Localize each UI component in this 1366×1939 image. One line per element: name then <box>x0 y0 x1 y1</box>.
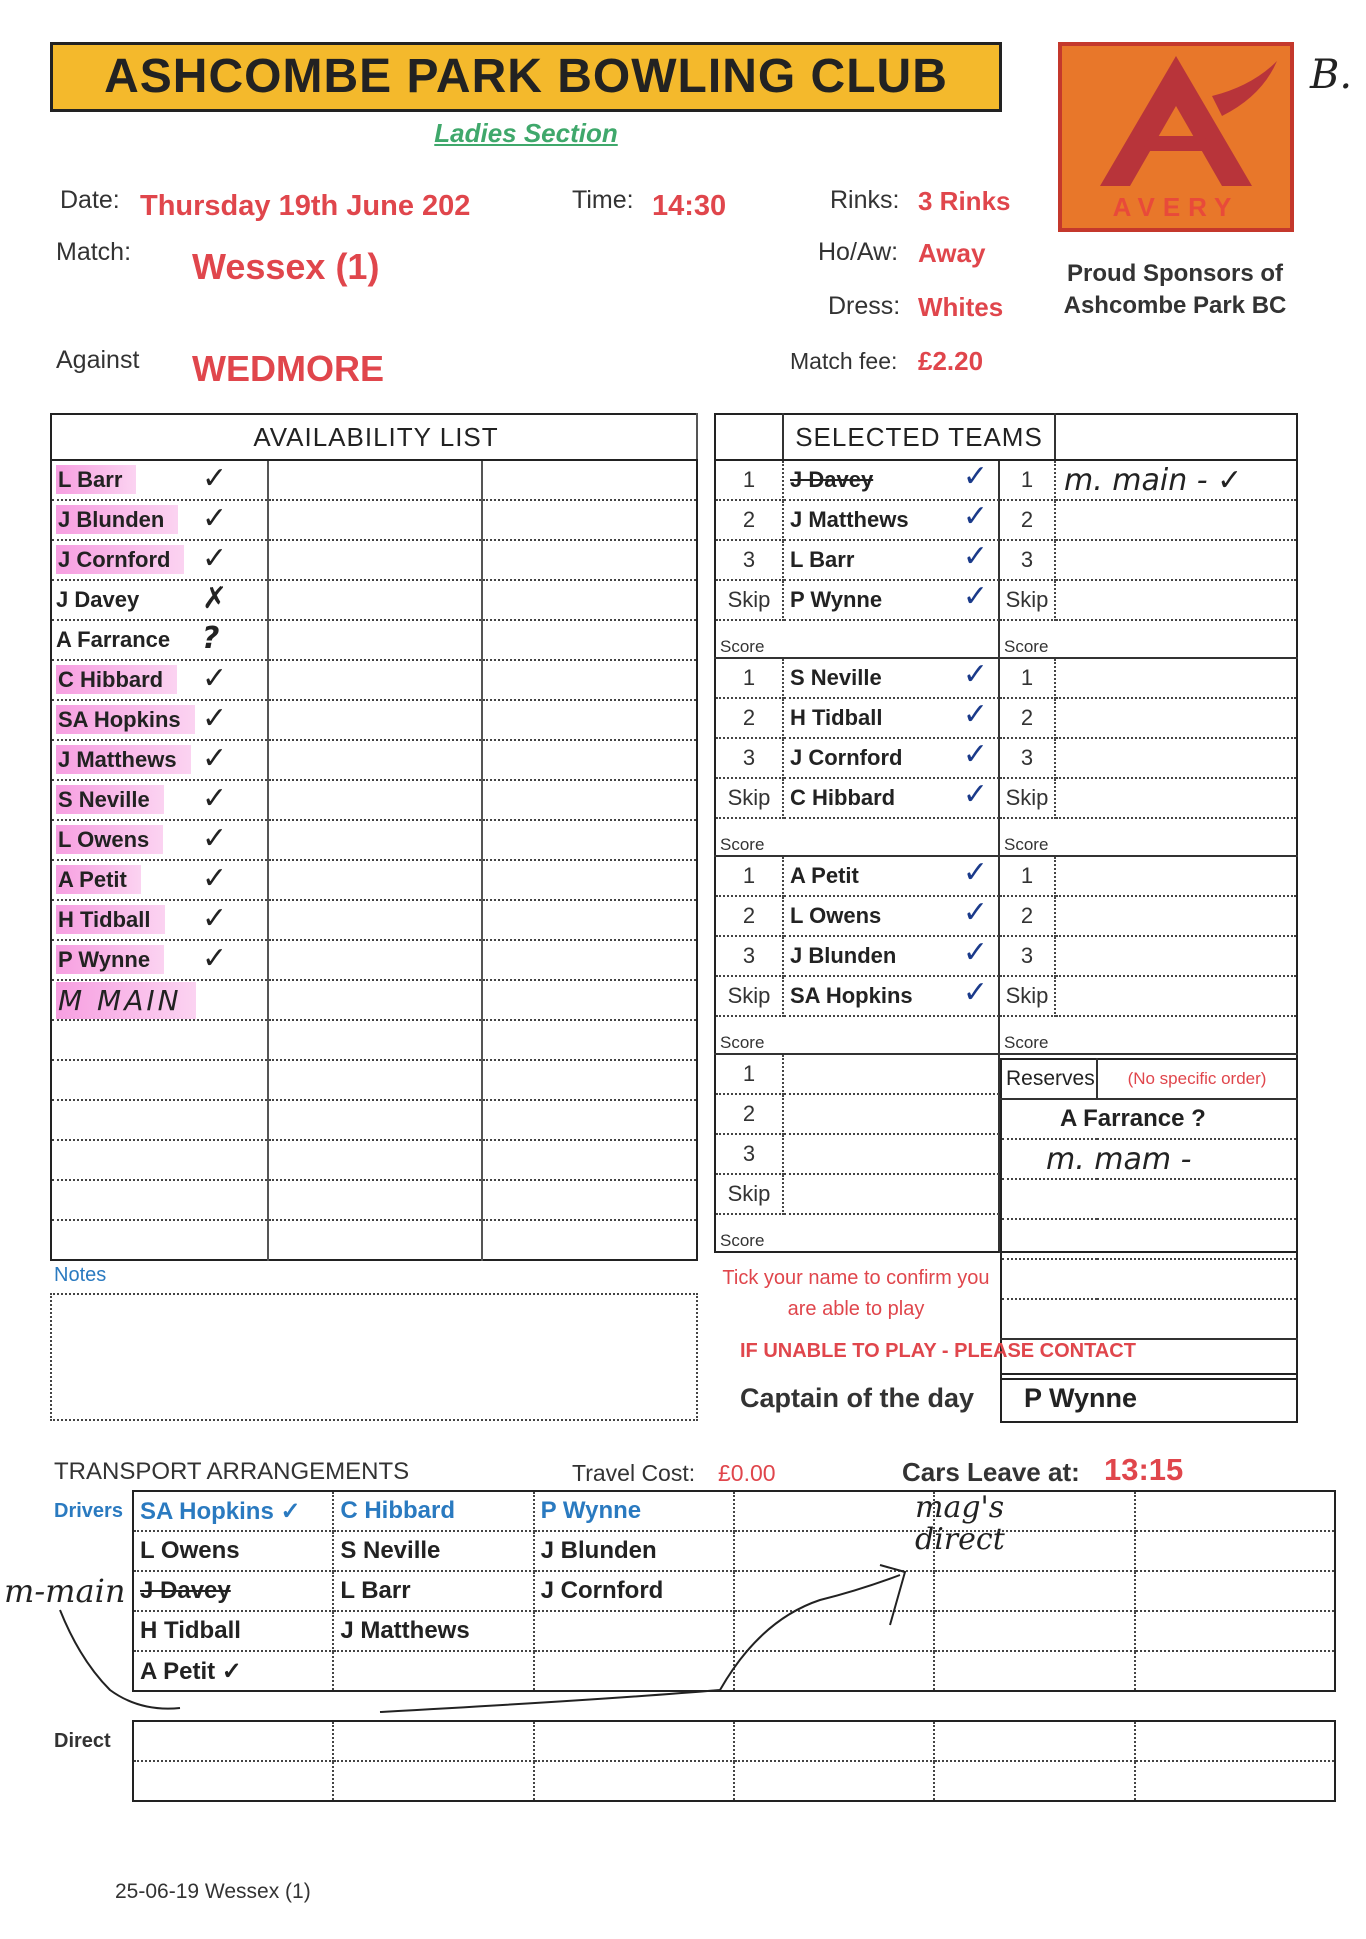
drivers-label: Drivers <box>54 1500 123 1522</box>
availability-player-name: SA Hopkins <box>56 705 195 734</box>
time-label: Time: <box>572 186 634 214</box>
team-player-name: A Petit <box>790 863 859 888</box>
tick-icon[interactable]: ✓ <box>962 777 988 812</box>
position-label: Skip <box>999 778 1055 818</box>
captain-name: P Wynne <box>1000 1373 1298 1423</box>
tick-icon[interactable]: ✓ <box>962 539 988 574</box>
tick-icon[interactable]: ✓ <box>962 697 988 732</box>
position-label: Skip <box>715 778 783 818</box>
transport-cell: J Cornford <box>534 1571 734 1611</box>
fee-value: £2.20 <box>918 346 984 376</box>
availability-tick-icon[interactable]: ✓ <box>202 461 228 496</box>
section-subtitle: Ladies Section <box>434 118 618 148</box>
position-label: 2 <box>999 698 1055 738</box>
sponsor-text: Proud Sponsors of Ashcombe Park BC <box>1063 260 1287 319</box>
direct-label: Direct <box>54 1730 111 1752</box>
position-label: 2 <box>715 1094 783 1134</box>
date-label: Date: <box>60 186 120 214</box>
dress-label: Dress: <box>828 292 901 320</box>
transport-label: TRANSPORT ARRANGEMENTS <box>54 1458 410 1485</box>
tick-icon[interactable]: ✓ <box>962 975 988 1010</box>
availability-player-name: J Cornford <box>56 545 184 574</box>
position-label: 2 <box>715 896 783 936</box>
tick-icon[interactable]: ✓ <box>962 935 988 970</box>
time-value: 14:30 <box>652 190 727 222</box>
availability-player-name: J Davey <box>56 587 140 612</box>
transport-cell: H Tidball <box>133 1611 333 1651</box>
tick-instruction: Tick your name to confirm you are able to play <box>722 1267 990 1320</box>
position-label: 1 <box>715 658 783 698</box>
footer-reference: 25-06-19 Wessex (1) <box>115 1880 311 1903</box>
travel-cost-value: £0.00 <box>718 1460 776 1486</box>
tick-icon[interactable]: ✓ <box>962 459 988 494</box>
availability-tick-icon[interactable]: ✓ <box>202 941 228 976</box>
score-label: Score <box>999 818 1297 856</box>
availability-heading: AVAILABILITY LIST <box>51 414 697 460</box>
tick-icon[interactable]: ✓ <box>962 657 988 692</box>
position-label: 1 <box>999 856 1055 896</box>
reserve-1: A Farrance ? <box>1001 1099 1297 1139</box>
availability-tick-icon[interactable]: ✓ <box>202 781 228 816</box>
team-player-name: L Owens <box>790 903 882 928</box>
unable-to-play-note: IF UNABLE TO PLAY - PLEASE CONTACT <box>740 1340 1136 1362</box>
position-label: Skip <box>715 1174 783 1214</box>
tick-icon[interactable]: ✓ <box>962 737 988 772</box>
availability-player-name: A Petit <box>56 865 141 894</box>
availability-tick-icon[interactable]: ✓ <box>202 821 228 856</box>
hoaw-label: Ho/Aw: <box>818 238 899 266</box>
team-player-name: J Cornford <box>790 745 903 770</box>
availability-player-name: J Matthews <box>56 745 191 774</box>
position-label: 1 <box>715 856 783 896</box>
availability-tick-icon[interactable]: ✗ <box>202 581 228 616</box>
team-player-name: C Hibbard <box>790 785 896 810</box>
position-label: 3 <box>999 540 1055 580</box>
position-label: 3 <box>715 738 783 778</box>
transport-cell: P Wynne <box>534 1491 734 1531</box>
against-value: WEDMORE <box>192 348 384 389</box>
team-player-name: J Matthews <box>790 507 909 532</box>
availability-player-name: M MAIN <box>56 982 196 1019</box>
captain-label: Captain of the day <box>740 1383 975 1413</box>
team-player-name: J Davey <box>790 467 874 492</box>
tick-icon[interactable]: ✓ <box>962 499 988 534</box>
score-label: Score <box>715 620 999 658</box>
position-label: 3 <box>999 936 1055 976</box>
position-label: 1 <box>715 460 783 500</box>
transport-cell: SA Hopkins ✓ <box>133 1491 333 1531</box>
dress-value: Whites <box>918 292 1004 322</box>
transport-cell: C Hibbard <box>333 1491 533 1531</box>
position-label: 3 <box>715 1134 783 1174</box>
team-player-name: P Wynne <box>790 587 883 612</box>
position-label: 3 <box>715 540 783 580</box>
score-label: Score <box>715 818 999 856</box>
position-label: 2 <box>715 500 783 540</box>
rinks-label: Rinks: <box>830 186 900 214</box>
score-label: Score <box>715 1214 999 1252</box>
position-label: Skip <box>999 976 1055 1016</box>
position-label: 3 <box>715 936 783 976</box>
handwritten-main-note: m-main <box>4 1572 126 1610</box>
team-player-name: H Tidball <box>790 705 883 730</box>
position-label: 2 <box>999 500 1055 540</box>
match-label: Match: <box>56 238 132 266</box>
position-label: 1 <box>715 1054 783 1094</box>
match-value: Wessex (1) <box>192 246 380 287</box>
availability-player-name: H Tidball <box>56 905 165 934</box>
team-player-name: S Neville <box>790 665 882 690</box>
availability-tick-icon[interactable]: ✓ <box>202 701 228 736</box>
availability-player-name: P Wynne <box>56 945 164 974</box>
transport-cell: J Matthews <box>333 1611 533 1651</box>
availability-tick-icon[interactable]: ✓ <box>202 741 228 776</box>
team-player-name: SA Hopkins <box>790 983 913 1008</box>
availability-player-name: A Farrance <box>56 627 171 652</box>
travel-cost-label: Travel Cost: <box>572 1460 696 1486</box>
tick-icon[interactable]: ✓ <box>962 855 988 890</box>
hoaw-value: Away <box>918 238 986 268</box>
transport-cell: L Barr <box>333 1571 533 1611</box>
availability-tick-icon[interactable]: ✓ <box>202 901 228 936</box>
availability-player-name: C Hibbard <box>56 665 177 694</box>
position-label: 1 <box>999 658 1055 698</box>
transport-cell: S Neville <box>333 1531 533 1571</box>
rinks-value: 3 Rinks <box>918 186 1011 216</box>
position-label: Skip <box>999 580 1055 620</box>
score-label: Score <box>999 1016 1297 1054</box>
position-label: Skip <box>715 580 783 620</box>
tick-icon[interactable]: ✓ <box>962 579 988 614</box>
handwritten-player-name: m. main - ✓ <box>1064 462 1243 498</box>
availability-tick-icon[interactable]: ? <box>202 621 220 656</box>
notes-label: Notes <box>54 1264 107 1286</box>
score-label: Score <box>999 620 1297 658</box>
transport-cell: J Blunden <box>534 1531 734 1571</box>
position-label: 2 <box>999 896 1055 936</box>
reserve-2: m. mam - <box>1001 1139 1297 1179</box>
availability-player-name: L Barr <box>56 465 136 494</box>
availability-tick-icon[interactable]: ✓ <box>202 661 228 696</box>
reserves-note: (No specific order) <box>1097 1059 1297 1099</box>
cars-leave-time: 13:15 <box>1104 1452 1184 1487</box>
direct-table <box>132 1720 1336 1802</box>
availability-tick-icon[interactable]: ✓ <box>202 541 228 576</box>
transport-cell: A Petit ✓ <box>133 1651 333 1691</box>
position-label: 2 <box>715 698 783 738</box>
availability-tick-icon[interactable]: ✓ <box>202 501 228 536</box>
position-label: 1 <box>999 460 1055 500</box>
availability-player-name: L Owens <box>56 825 163 854</box>
club-title: ASHCOMBE PARK BOWLING CLUB <box>104 50 948 103</box>
corner-mark: B. <box>1310 52 1353 98</box>
against-label: Against <box>56 346 140 374</box>
availability-tick-icon[interactable]: ✓ <box>202 861 228 896</box>
team-player-name: L Barr <box>790 547 855 572</box>
position-label: 3 <box>999 738 1055 778</box>
tick-icon[interactable]: ✓ <box>962 895 988 930</box>
transport-cell: J Davey <box>133 1571 333 1611</box>
logo-word: AVERY <box>1112 192 1240 222</box>
date-value: Thursday 19th June 202 <box>140 190 471 222</box>
transport-cell: L Owens <box>133 1531 333 1571</box>
cars-leave-label: Cars Leave at: <box>902 1457 1080 1487</box>
selected-teams-heading: SELECTED TEAMS <box>783 414 1055 460</box>
position-label: Skip <box>715 976 783 1016</box>
fee-label: Match fee: <box>790 348 898 374</box>
team-player-name: J Blunden <box>790 943 897 968</box>
availability-player-name: J Blunden <box>56 505 178 534</box>
availability-player-name: S Neville <box>56 785 164 814</box>
reserves-label: Reserves <box>1001 1059 1097 1099</box>
handwritten-direct-note: mag's direct <box>915 1490 1005 1557</box>
score-label: Score <box>715 1016 999 1054</box>
